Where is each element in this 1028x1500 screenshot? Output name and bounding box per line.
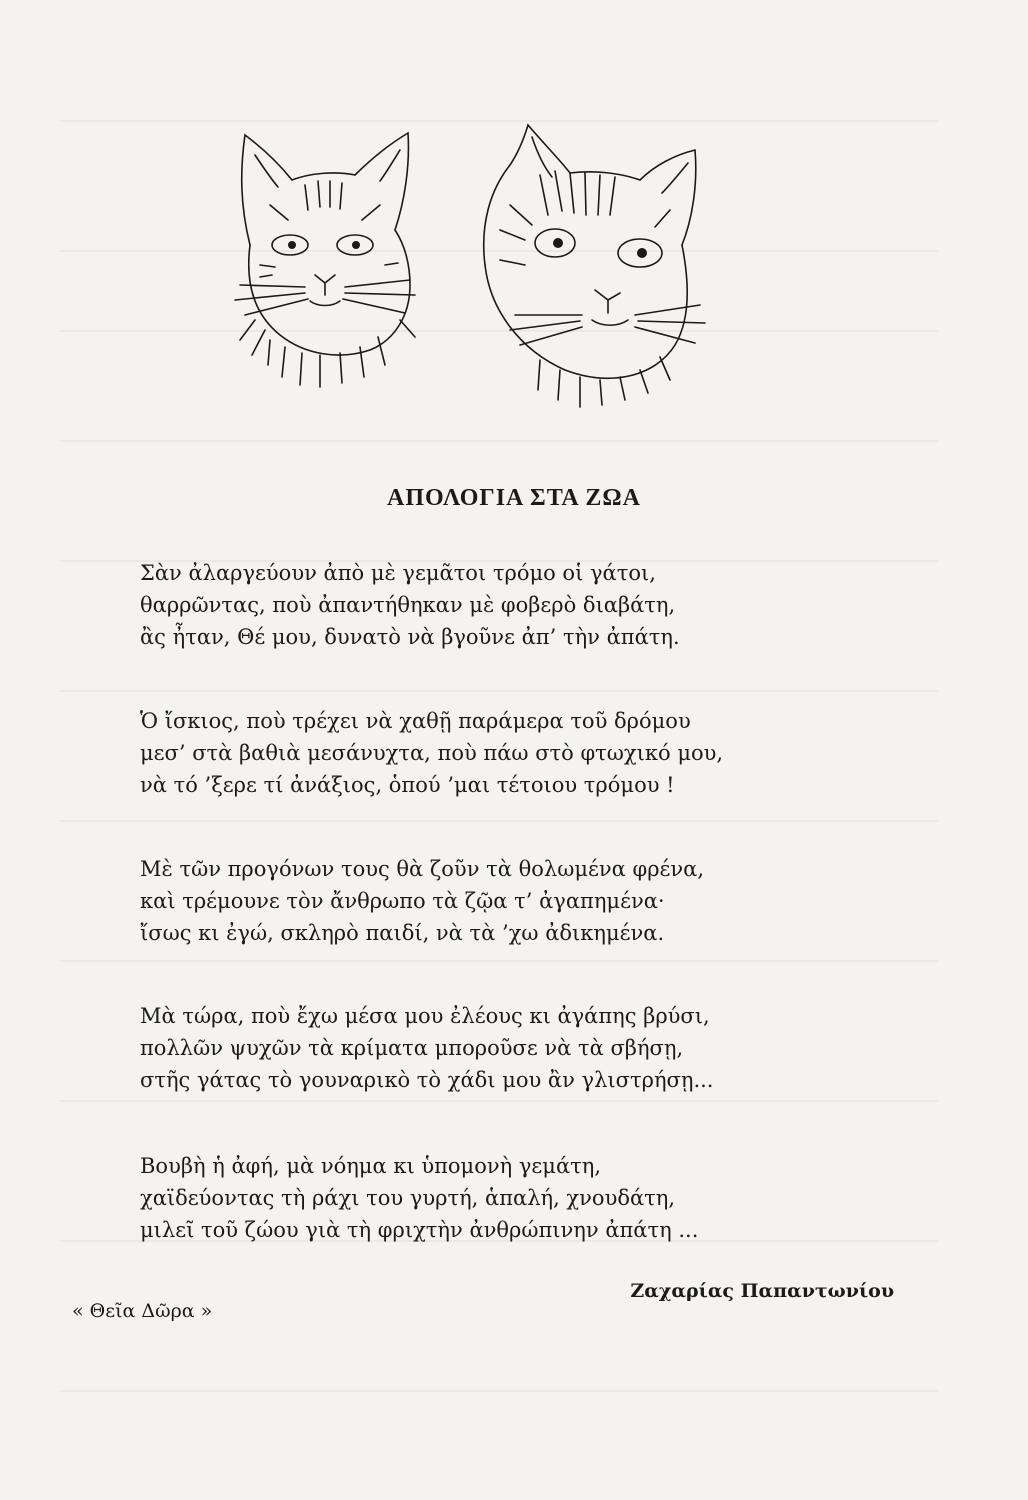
verse-line: χαϊδεύοντας τὴ ράχι του γυρτή, ἁπαλή, χνουδάτη, — [140, 1186, 676, 1210]
left-cat-icon — [235, 133, 415, 387]
verse-line: νὰ τό ’ξερε τί ἀνάξιος, ὁπού ’μαι τέτοιου τρόμου ! — [140, 773, 675, 797]
source-book: « Θεῖα Δῶρα » — [72, 1300, 213, 1322]
cats-illustration — [210, 115, 750, 415]
verse-line: καὶ τρέμουνε τὸν ἄνθρωπο τὰ ζῷα τ’ ἀγαπημένα· — [140, 889, 665, 913]
stanza-1 — [140, 557, 680, 653]
poem-title: ΑΠΟΛΟΓΙΑ ΣΤΑ ΖΩΑ — [387, 485, 641, 511]
verse-line: Βουβὴ ἡ ἀφή, μὰ νόημα κι ὑπομονὴ γεμάτη, — [140, 1154, 602, 1178]
verse-line: ἂς ἦταν, Θέ μου, δυνατὸ νὰ βγοῦνε ἀπ’ τὴν ἀπάτη. — [140, 625, 680, 649]
verse-line: Ὁ ἴσκιος, ποὺ τρέχει νὰ χαθῇ παράμερα τοῦ δρόμου — [140, 709, 691, 733]
verse-line: Μὰ τώρα, ποὺ ἔχω μέσα μου ἐλέους κι ἀγάπης βρύσι, — [140, 1004, 710, 1028]
stanza-2 — [140, 705, 723, 801]
verse-line: θαρρῶντας, ποὺ ἀπαντήθηκαν μὲ φοβερὸ διαβάτη, — [140, 593, 676, 617]
poem-author: Ζαχαρίας Παπαντωνίου — [630, 1280, 894, 1302]
stanza-3 — [140, 853, 704, 949]
right-cat-icon — [484, 125, 705, 407]
verse-line: Σὰν ἀλαργεύουν ἀπὸ μὲ γεμᾶτοι τρόμο οἱ γάτοι, — [140, 561, 656, 585]
verse-line: πολλῶν ψυχῶν τὰ κρίματα μποροῦσε νὰ τὰ σβήσῃ, — [140, 1036, 684, 1060]
verse-line: μεσ’ στὰ βαθιὰ μεσάνυχτα, ποὺ πάω στὸ φτωχικό μου, — [140, 741, 724, 765]
verse-line: Μὲ τῶν προγόνων τους θὰ ζοῦν τὰ θολωμένα φρένα, — [140, 857, 705, 881]
verse-line: μιλεῖ τοῦ ζώου γιὰ τὴ φριχτὴν ἀνθρώπινην ἀπάτη ... — [140, 1218, 699, 1242]
stanza-4 — [140, 1000, 713, 1096]
stanza-5 — [140, 1150, 698, 1246]
verse-line: ἴσως κι ἐγώ, σκληρὸ παιδί, νὰ τὰ ’χω ἀδικημένα. — [140, 921, 665, 945]
verse-line: στῆς γάτας τὸ γουναρικὸ τὸ χάδι μου ἂν γλιστρήσῃ... — [140, 1068, 714, 1092]
